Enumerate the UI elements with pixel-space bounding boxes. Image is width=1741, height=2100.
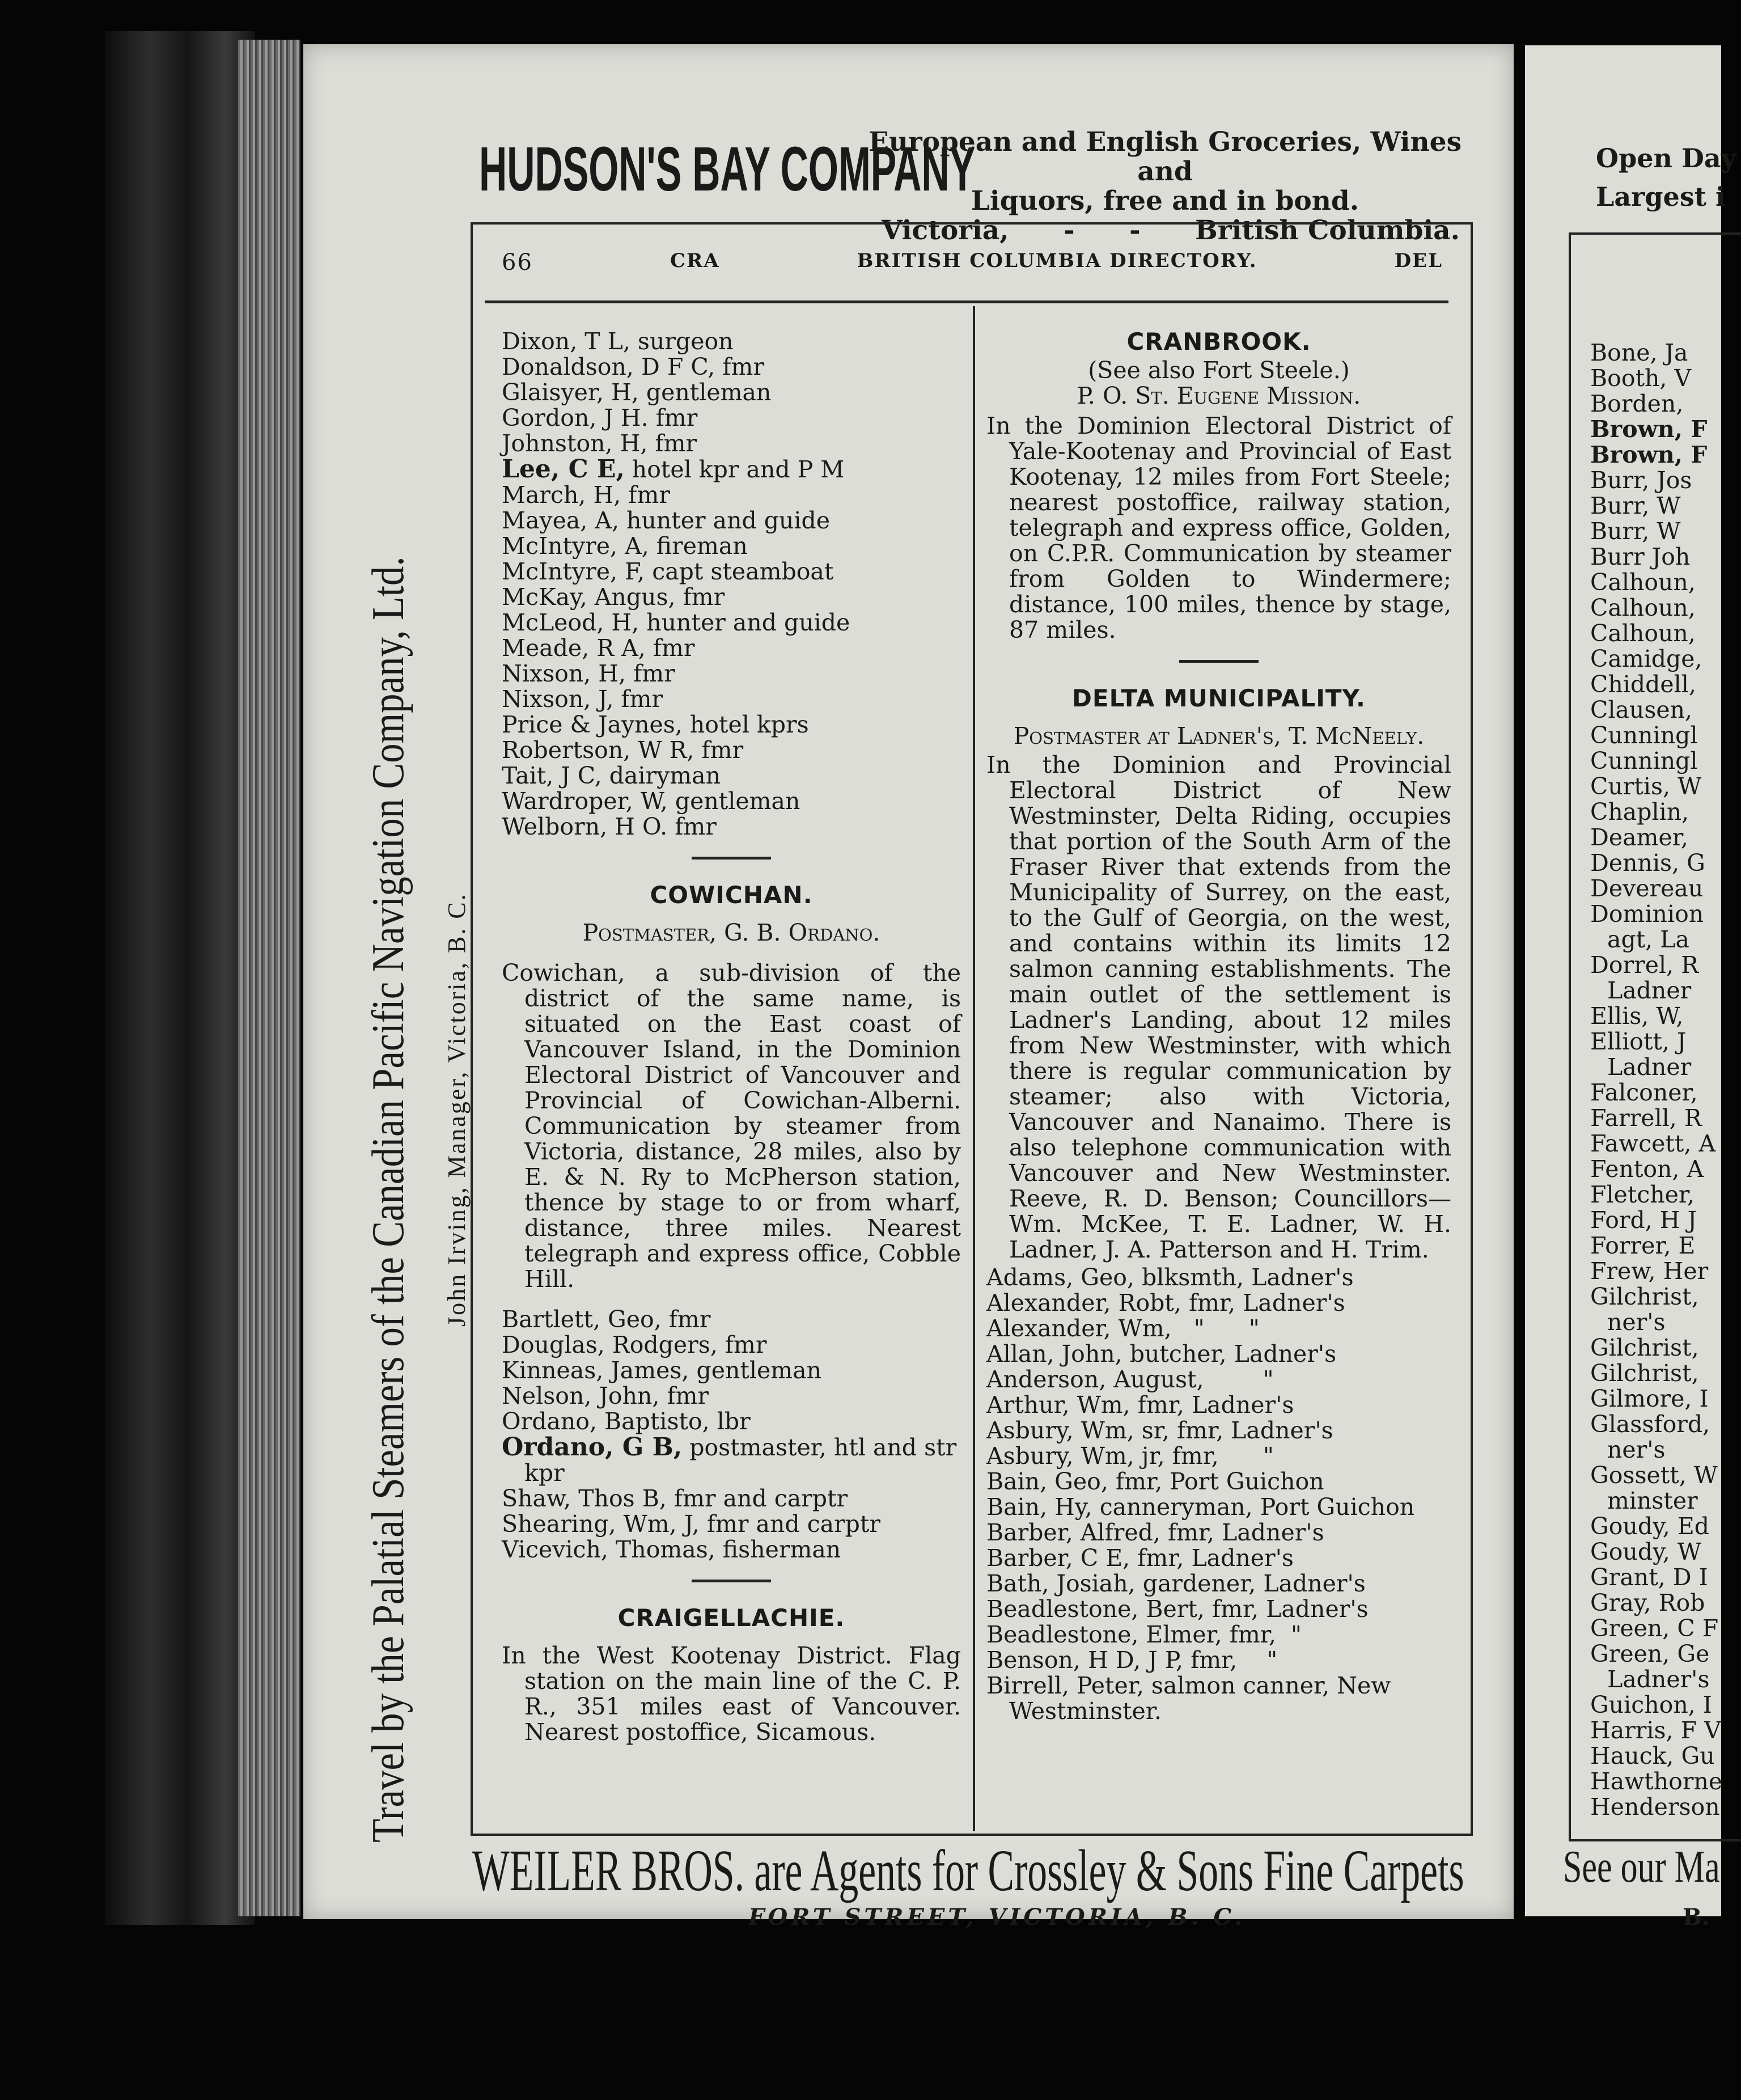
bold-entry-name: Lee, C E, <box>502 455 625 484</box>
list-item: Ladner's <box>1607 1666 1710 1693</box>
list-item: Anderson, August, " <box>986 1366 1274 1393</box>
list-item: Ordano, Baptisto, lbr <box>502 1408 751 1435</box>
list-item: Glassford, <box>1590 1411 1710 1438</box>
side-advertisement: Travel by the Palatial Steamers of the Canadian Pacific Navigation Company, Ltd. <box>363 556 413 1843</box>
header-province: British Columbia. <box>1195 215 1460 246</box>
list-item: Asbury, Wm, jr, fmr, " <box>986 1442 1274 1470</box>
list-item: Burr, Jos <box>1590 467 1692 494</box>
list-item: Donaldson, D F C, fmr <box>502 353 764 380</box>
list-item: ner's <box>1607 1309 1666 1336</box>
side-advertisement-manager: John Irving, Manager, Victoria, B. C. <box>443 892 471 1327</box>
list-item: Calhoun, <box>1590 594 1696 621</box>
section-separator <box>692 857 771 860</box>
list-item: Benson, H D, J P, fmr, " <box>986 1646 1278 1674</box>
list-item: Mayea, A, hunter and guide <box>502 507 831 534</box>
list-item: Wardroper, W, gentleman <box>502 787 800 815</box>
running-head <box>502 249 1443 276</box>
list-item: Adams, Geo, blksmth, Ladner's <box>986 1264 1354 1291</box>
list-item: Goudy, W <box>1590 1538 1702 1565</box>
section-description: In the Dominion Electoral District of Yale-Kootenay and Provincial of East Kootenay, 12 miles from Fort Steele; nearest postoffice, railway station, telegraph and express office, Golden, on C.P.R. Communication by steamer from Golden to Windermere; distance, 100 miles, thence by stage, 87 miles. <box>986 412 1451 643</box>
list-item: Beadlestone, Elmer, fmr, " <box>986 1621 1302 1648</box>
bold-entry-name: Ordano, G B, <box>502 1433 683 1462</box>
adjacent-header-line: Open Day <box>1596 143 1736 173</box>
adjacent-page-header <box>1596 139 1736 216</box>
list-item: Bartlett, Geo, fmr <box>502 1306 711 1333</box>
list-item: Calhoun, <box>1590 569 1696 596</box>
page-number: 66 <box>502 249 533 276</box>
header-line-1: European and English Groceries, Wines and <box>868 126 1462 187</box>
list-item: Shaw, Thos B, fmr and carptr <box>502 1485 848 1512</box>
list-item: Falconer, <box>1590 1079 1698 1106</box>
list-item: Chiddell, <box>1590 671 1696 698</box>
list-item: Brown, F <box>1590 441 1708 468</box>
list-item: Calhoun, <box>1590 620 1696 647</box>
list-item: Deamer, <box>1590 824 1688 851</box>
header-line-2: Liquors, free and in bond. <box>971 185 1359 217</box>
section-title: DELTA MUNICIPALITY. <box>1072 684 1366 712</box>
list-item: Burr Joh <box>1590 543 1691 570</box>
list-item: Forrer, E <box>1590 1232 1696 1259</box>
list-item: McLeod, H, hunter and guide <box>502 609 850 636</box>
list-item: Farrell, R <box>1590 1104 1702 1132</box>
list-item: Brown, F <box>1590 416 1708 443</box>
section-delta <box>986 685 1451 1724</box>
list-item: Gilchrist, <box>1590 1334 1699 1361</box>
list-item: Dominion <box>1590 900 1704 928</box>
list-item: Ladner <box>1607 977 1692 1004</box>
list-item: Dixon, T L, surgeon <box>502 328 734 355</box>
list-item: March, H, fmr <box>502 481 670 509</box>
list-item: Bain, Hy, canneryman, Port Guichon <box>986 1493 1415 1521</box>
running-head-title: BRITISH COLUMBIA DIRECTORY. <box>857 249 1257 272</box>
list-item: Burr, W <box>1590 518 1681 545</box>
list-item: Alexander, Robt, fmr, Ladner's <box>986 1289 1345 1316</box>
list-item: Johnston, H, fmr <box>502 430 697 457</box>
list-item: Allan, John, butcher, Ladner's <box>986 1340 1337 1367</box>
section-craigellachie <box>502 1605 961 1745</box>
section-cowichan <box>502 882 961 1563</box>
list-item: Glaisyer, H, gentleman <box>502 379 772 406</box>
list-item: Hawthorne <box>1590 1768 1723 1795</box>
list-item: Welborn, H O. fmr <box>502 813 717 840</box>
list-item: Gilchrist, <box>1590 1360 1699 1387</box>
list-item: Shearing, Wm, J, fmr and carptr <box>502 1510 880 1538</box>
header-rule <box>485 300 1448 303</box>
list-item: Bone, Ja <box>1590 339 1688 366</box>
list-item: Henderson <box>1590 1793 1720 1820</box>
postmaster-line: Postmaster, G. B. Ordano. <box>582 919 880 946</box>
section-title: CRAIGELLACHIE. <box>617 1604 845 1632</box>
section-title: CRANBROOK. <box>1126 328 1311 355</box>
list-item: Frew, Her <box>1590 1258 1709 1285</box>
header-dash: - <box>1129 215 1141 246</box>
list-item: Elliott, J <box>1590 1028 1687 1055</box>
list-item: Nelson, John, fmr <box>502 1382 709 1409</box>
list-item: Goudy, Ed <box>1590 1513 1710 1540</box>
section-separator <box>1179 660 1259 663</box>
section-cranbrook <box>986 329 1451 643</box>
list-item: agt, La <box>1607 926 1689 953</box>
entry-list-top <box>502 329 961 840</box>
section-separator <box>692 1580 771 1582</box>
post-office-line: P. O. St. Eugene Mission. <box>1077 382 1361 409</box>
section-description: Cowichan, a sub-division of the district of the same name, is situated on the East coast of Vancouver Island, in the Dominion Electoral District of Vancouver and Provincial of Cowichan-Alberni. Communication by steamer from Victoria, distance, 28 miles, also by E. & N. Ry to McPherson station, thence by stage to or from wharf, distance, three miles. Nearest telegraph and express office, Cobble Hill. <box>502 959 961 1293</box>
book-spine <box>105 31 255 1925</box>
adjacent-page-footer: See our Ma <box>1563 1842 1720 1892</box>
list-item: Gilmore, I <box>1590 1385 1709 1412</box>
list-item: Arthur, Wm, fmr, Ladner's <box>986 1391 1294 1419</box>
list-item: Robertson, W R, fmr <box>502 736 744 764</box>
list-item: minster <box>1607 1487 1698 1514</box>
list-item: Fletcher, <box>1590 1181 1695 1208</box>
list-item: Devereau <box>1590 875 1704 902</box>
list-item: Chaplin, <box>1590 798 1689 825</box>
list-item: Green, Ge <box>1590 1640 1710 1667</box>
list-item: Fawcett, A <box>1590 1130 1716 1157</box>
list-item: Alexander, Wm, " " <box>986 1315 1260 1342</box>
list-item: Nixson, J, fmr <box>502 685 663 713</box>
footer-address: FORT STREET, VICTORIA, B. C. <box>748 1904 1246 1930</box>
left-column <box>502 329 961 1745</box>
list-item: Gilchrist, <box>1590 1283 1699 1310</box>
list-item: Harris, F V <box>1590 1717 1721 1744</box>
list-item: McIntyre, A, fireman <box>502 532 748 560</box>
list-item: Bain, Geo, fmr, Port Guichon <box>986 1468 1324 1495</box>
list-item: Meade, R A, fmr <box>502 634 695 662</box>
list-item: Birrell, Peter, salmon canner, New Westminster. <box>986 1672 1391 1725</box>
list-item: Vicevich, Thomas, fisherman <box>502 1536 841 1563</box>
section-title: COWICHAN. <box>650 881 813 909</box>
list-item: Grant, D I <box>1590 1564 1708 1591</box>
list-item: Kinneas, James, gentleman <box>502 1357 821 1384</box>
list-item: Borden, <box>1590 390 1684 417</box>
list-item <box>502 456 961 482</box>
section-description: In the West Kootenay District. Flag station on the main line of the C. P. R., 351 miles east of Vancouver. Nearest postoffice, Sicamous. <box>502 1642 961 1746</box>
list-item: Asbury, Wm, sr, fmr, Ladner's <box>986 1417 1333 1444</box>
see-also-note: (See also Fort Steele.) <box>1088 357 1350 384</box>
postmaster-line: Postmaster at Ladner's, T. McNeely. <box>1013 722 1425 750</box>
list-item: McKay, Angus, fmr <box>502 583 725 611</box>
list-item: ner's <box>1607 1436 1666 1463</box>
list-item: Cunningl <box>1590 747 1698 774</box>
list-item: Gordon, J H. fmr <box>502 404 698 431</box>
list-item: Beadlestone, Bert, fmr, Ladner's <box>986 1595 1369 1623</box>
list-item: Gray, Rob <box>1590 1589 1705 1616</box>
entry-detail: postmaster, htl and str kpr <box>524 1434 957 1487</box>
list-item: McIntyre, F, capt steamboat <box>502 558 834 585</box>
list-item: Douglas, Rodgers, fmr <box>502 1331 767 1358</box>
list-item: Bath, Josiah, gardener, Ladner's <box>986 1570 1366 1597</box>
running-head-right-key: DEL <box>1394 249 1443 272</box>
list-item: Ladner <box>1607 1053 1692 1081</box>
adjacent-page-footer-sub: B. <box>1683 1904 1710 1930</box>
section-description: In the Dominion and Provincial Electoral District of New Westminster, Delta Riding, occupies that portion of the South Arm of the Fraser River that extends from the Municipality of Surrey, on the east, to the Gulf of Georgia, on the west, and contains within its limits 12 salmon canning establishments. The main outlet of the settlement is Ladner's Landing, about 12 miles from New Westminster, with which there is regular communication by steamer; also with Victoria, Vancouver and Nanaimo. There is also telephone communication with Vancouver and New Westminster. Reeve, R. D. Benson; Councillors—Wm. McKee, T. E. Ladner, W. H. Ladner, J. A. Patterson and H. Trim. <box>986 751 1451 1263</box>
list-item <box>502 1434 961 1486</box>
adjacent-header-line: Largest i <box>1596 181 1726 212</box>
header-company-name: HUDSON'S BAY COMPANY <box>479 134 976 204</box>
header-city: Victoria, <box>882 215 1009 246</box>
list-item: Green, C F <box>1590 1615 1719 1642</box>
list-item: Ellis, W, <box>1590 1002 1684 1030</box>
page-edges <box>238 40 300 1916</box>
right-column <box>986 329 1451 1724</box>
list-item: Booth, V <box>1590 365 1692 392</box>
entry-detail: hotel kpr and P M <box>624 456 845 483</box>
column-divider <box>973 306 975 1831</box>
list-item: Camidge, <box>1590 645 1702 672</box>
list-item: Price & Jaynes, hotel kprs <box>502 711 809 738</box>
list-item: Gossett, W <box>1590 1462 1718 1489</box>
list-item: Guichon, I <box>1590 1691 1712 1718</box>
list-item: Cunningl <box>1590 722 1698 749</box>
list-item: Burr, W <box>1590 492 1681 519</box>
list-item: Fenton, A <box>1590 1155 1704 1183</box>
list-item: Dorrel, R <box>1590 951 1699 979</box>
list-item: Ford, H J <box>1590 1206 1697 1234</box>
header-dash: - <box>1064 215 1075 246</box>
list-item: Dennis, G <box>1590 849 1705 877</box>
list-item: Tait, J C, dairyman <box>502 762 721 789</box>
footer-advertisement: WEILER BROS. are Agents for Crossley & Sons Fine Carpets <box>472 1838 1464 1903</box>
list-item: Nixson, H, fmr <box>502 660 675 687</box>
list-item: Curtis, W <box>1590 773 1702 800</box>
list-item: Barber, Alfred, fmr, Ladner's <box>986 1519 1324 1546</box>
list-item: Hauck, Gu <box>1590 1742 1715 1769</box>
running-head-left-key: CRA <box>670 249 720 272</box>
list-item: Barber, C E, fmr, Ladner's <box>986 1544 1294 1572</box>
adjacent-page-list <box>1590 340 1722 1820</box>
list-item: Clausen, <box>1590 696 1693 723</box>
